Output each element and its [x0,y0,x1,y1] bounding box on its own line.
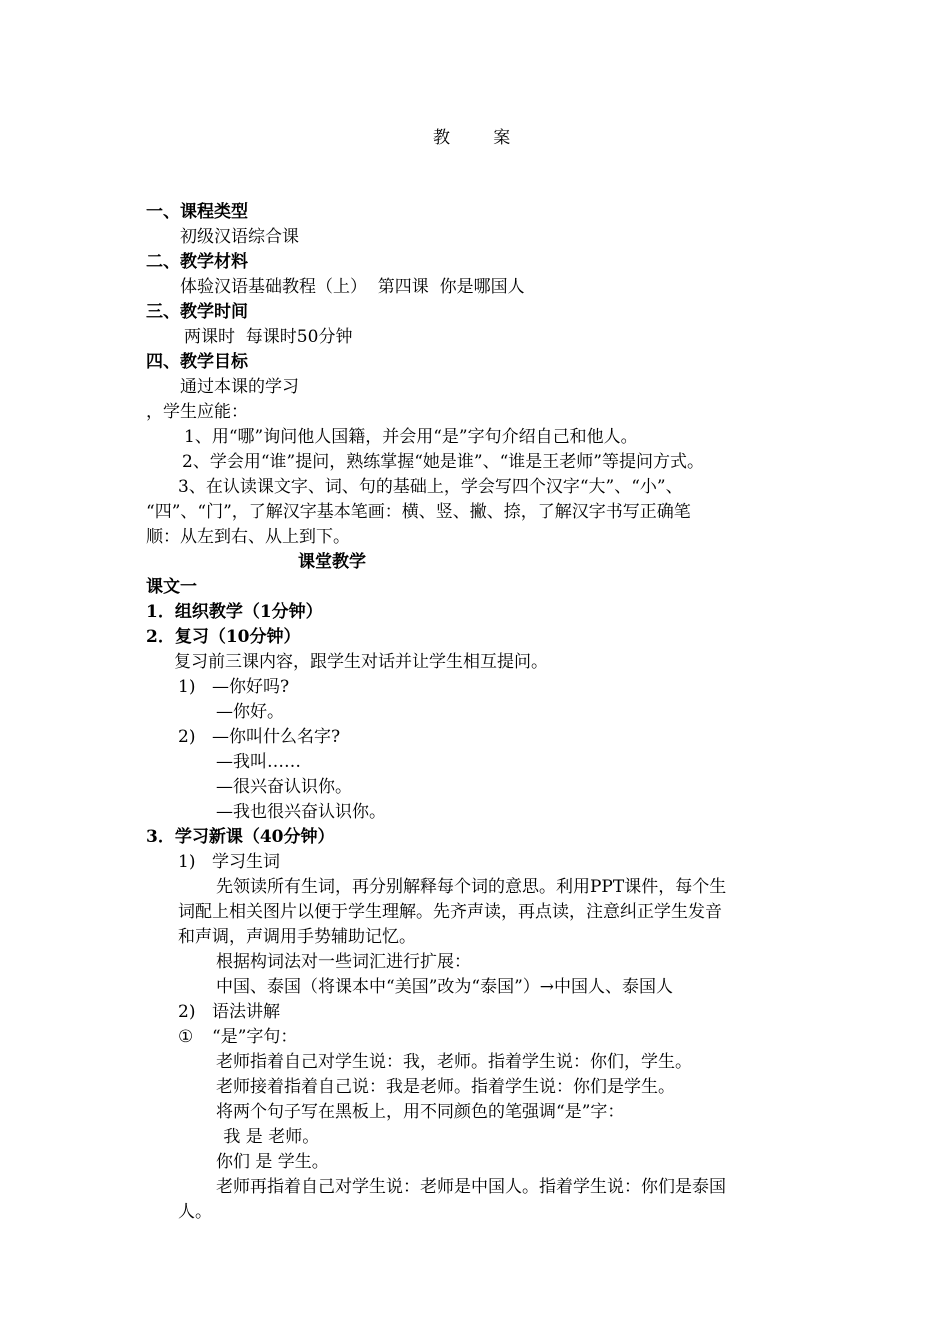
goals-intro-cont: ，学生应能： [146,402,248,422]
new-1-number: 1) [178,852,196,872]
page-title: 教 案 [433,128,511,148]
new-1-title: 学习生词 [212,852,280,872]
goal-3-line3: 顺：从左到右、从上到下。 [146,527,350,547]
step-review: 2．复习（10分钟） [146,627,301,647]
classroom-heading: 课堂教学 [298,552,366,572]
review-description: 复习前三课内容，跟学生对话并让学生相互提问。 [174,652,548,672]
grammar-1-example-1: 我 是 老师。 [218,1127,320,1147]
dialog-2-line-d: —我也很兴奋认识你。 [216,802,386,822]
new-1-para-1: 先领读所有生词，再分别解释每个词的意思。利用PPT课件，每个生 [216,877,727,897]
step-new-lesson: 3．学习新课（40分钟） [146,827,335,847]
dialog-2-line-c: —很兴奋认识你。 [216,777,352,797]
grammar-1-para-1: 老师指着自己对学生说：我，老师。指着学生说：你们，学生。 [216,1052,692,1072]
dialog-2-number: 2) [178,727,196,747]
dialog-2-line-a: —你叫什么名字? [212,727,341,747]
grammar-1-number: ① [178,1027,194,1047]
new-2-number: 2) [178,1002,196,1022]
goals-intro: 通过本课的学习 [180,377,299,397]
section-heading-goals: 四、教学目标 [146,352,248,372]
goal-1: 1、用“哪”询问他人国籍，并会用“是”字句介绍自己和他人。 [184,427,638,447]
dialog-1-line-a: —你好吗? [212,677,290,697]
materials-text: 体验汉语基础教程（上） 第四课 你是哪国人 [180,277,525,297]
goal-3-line2: “四”、“门”，了解汉字基本笔画：横、竖、撇、捺，了解汉字书写正确笔 [146,502,691,522]
section-heading-time: 三、教学时间 [146,302,248,322]
new-1-para-2: 词配上相关图片以便于学生理解。先齐声读，再点读，注意纠正学生发音 [178,902,722,922]
grammar-1-para-3: 将两个句子写在黑板上，用不同颜色的笔强调“是”字： [216,1102,625,1122]
time-text: 两课时 每课时50分钟 [184,327,353,347]
course-type-text: 初级汉语综合课 [180,227,299,247]
new-2-title: 语法讲解 [212,1002,280,1022]
dialog-2-line-b: —我叫…… [216,752,301,772]
grammar-1-para-4: 老师再指着自己对学生说：老师是中国人。指着学生说：你们是泰国 [216,1177,726,1197]
lesson-heading: 课文一 [146,577,197,597]
grammar-1-para-5: 人。 [178,1202,212,1222]
goal-2: 2、学会用“谁”提问，熟练掌握“她是谁”、“谁是王老师”等提问方式。 [182,452,704,472]
new-1-para-5: 中国、泰国（将课本中“美国”改为“泰国”）→中国人、泰国人 [216,977,674,997]
grammar-1-example-2: 你们 是 学生。 [216,1152,329,1172]
section-heading-materials: 二、教学材料 [146,252,248,272]
new-1-para-4: 根据构词法对一些词汇进行扩展： [216,952,471,972]
goal-3-line1: 3、在认读课文字、词、句的基础上，学会写四个汉字“大”、“小”、 [178,477,683,497]
dialog-1-number: 1) [178,677,196,697]
section-heading-course-type: 一、课程类型 [146,202,248,222]
new-1-para-3: 和声调，声调用手势辅助记忆。 [178,927,416,947]
grammar-1-para-2: 老师接着指着自己说：我是老师。指着学生说：你们是学生。 [216,1077,675,1097]
dialog-1-line-b: —你好。 [216,702,284,722]
step-organize: 1．组织教学（1分钟） [146,602,323,622]
grammar-1-title: “是”字句： [212,1027,298,1047]
